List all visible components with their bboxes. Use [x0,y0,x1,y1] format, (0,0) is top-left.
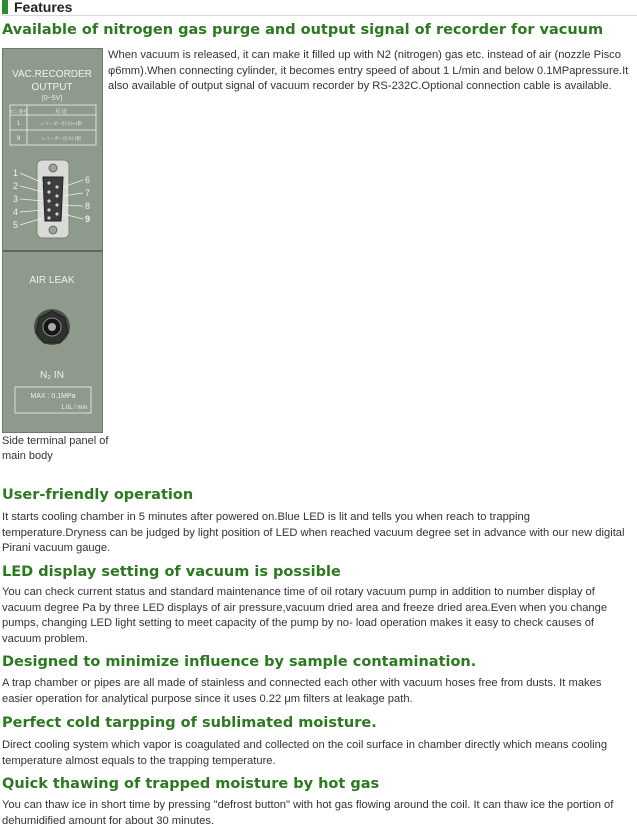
panel-pin-3: 3 [13,194,19,204]
section-text-user-friendly: It starts cooling chamber in 5 minutes after powered on.Blue LED is lit and tells you when reach to trapping temperature.Dryness can be judged by light position of LED when reached vacuum degree set in advance with our new digital Pirani vacuum gauge. [2,511,625,554]
section-text-hot-gas-thawing: You can thaw ice in short time by pressing "defrost button" with hot gas flowing around the coil. It can thaw ice the portion of dehumidified amount for about 30 minutes. [2,799,614,827]
panel-pin-8: 8 [85,201,91,211]
section-title-contamination: Designed to minimize influence by sample contamination. [2,654,477,670]
panel-pin-1: 1 [13,168,19,178]
panel-pin-7: 7 [85,188,91,198]
features-header [2,0,637,14]
panel-pin-4: 4 [13,207,19,217]
panel-title-line2: OUTPUT [31,82,73,93]
panel-n2-in: N₂ IN [40,370,64,381]
section-text-cold-trapping: Direct cooling system which vapor is coagulated and collected on the coil surface in chamber directly which means cooling temperature almost equals to the trapping temperature. [2,739,608,767]
panel-table-row1-use: レコーダー出力(+)側 [40,122,82,127]
panel-pin-9: 9 [85,214,91,224]
section-title-hot-gas-thawing: Quick thawing of trapped moisture by hot gas [2,776,380,792]
panel-flow-label: 1.0L / min [60,405,87,411]
panel-title-line3: (0~5V) [41,95,63,102]
section-title-user-friendly: User-friendly operation [2,487,194,503]
panel-table-row1-pin: 1 [16,121,21,127]
section-title-nitrogen: Available of nitrogen gas purge and output signal of recorder for vacuum [2,22,604,38]
section-text-nitrogen: When vacuum is released, it can make it filled up with N2 (nitrogen) gas etc. instead of air (nozzle Pisco φ6mm).When connecting cylinder, it becomes entry speed of about 1 L/min and below 0.1MPapressure.It also available of output signal of vacuum recorder by RS-232C.Optional connection cable is available. [108,49,629,92]
panel-max-label: MAX : 0.1MPa [30,393,76,400]
panel-image-caption: Side terminal panel of main body [2,435,109,462]
panel-pin-5: 5 [13,220,19,230]
panel-pin-2: 2 [13,181,19,191]
panel-table-header-use: 用 途 [55,109,67,115]
panel-table-row2-pin: 9 [16,136,21,142]
section-text-led-display: You can check current status and standard maintenance time of oil rotary vacuum pump in addition to number display of vacuum degree Pa by three LED displays of air pressure,vacuum dried area and freeze dried area.Even when you change pumps, changing LED light setting to meet capacity of the pump by no- load operation makes it easy to check causes of vacuum problem. [2,586,608,645]
section-title-led-display: LED display setting of vacuum is possible [2,564,341,580]
panel-table-row2-use: レコーダー出力(-)側 [41,137,81,142]
panel-air-leak: AIR LEAK [29,275,75,286]
section-text-contamination: A trap chamber or pipes are all made of stainless and connected each other with vacuum hoses free from dusts. It makes easier operation for analytical purpose since it uses 0.22 μm filters at leakage path. [2,677,602,705]
features-title: Features [14,0,73,15]
db9-connector [37,160,69,238]
section-title-cold-trapping: Perfect cold tarpping of sublimated moisture. [2,715,377,731]
n2-nozzle [34,309,70,345]
panel-pin-6: 6 [85,175,91,185]
panel-table-header-pin: ピン番号 [9,110,28,115]
panel-title-line1: VAC.RECORDER [12,69,92,80]
side-terminal-panel-image [2,48,103,433]
